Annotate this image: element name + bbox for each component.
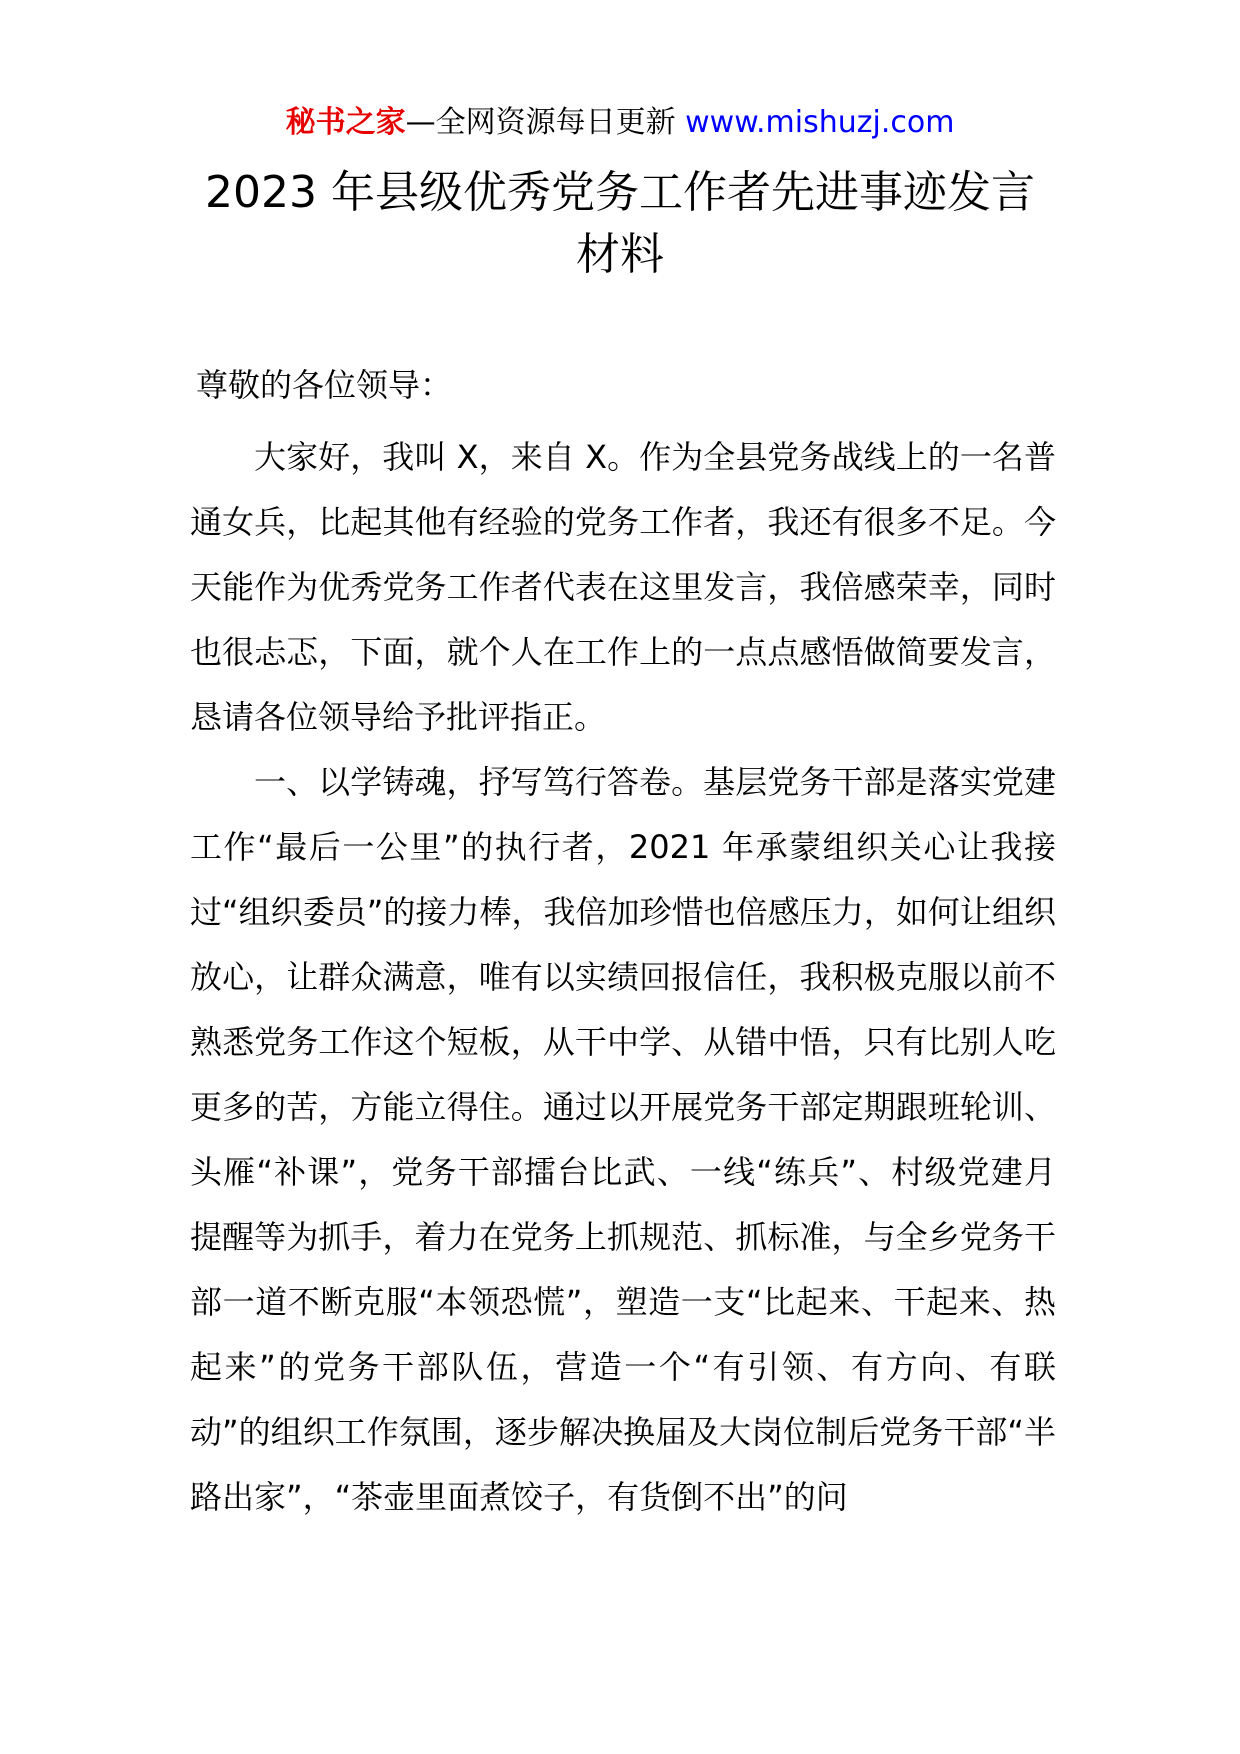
document-title — [170, 162, 1070, 286]
site-header — [0, 103, 1240, 143]
salutation: 尊敬的各位领导： — [196, 366, 453, 404]
paragraph-intro: 大家好，我叫 X，来自 X。作为全县党务战线上的一名普通女兵，比起其他有经验的党务工作者，我还有很多不足。今天能作为优秀党务工作者代表在这里发言，我倍感荣幸，同时也很忐忑，下面，就个人在工作上的一点点感悟做简要发言，恳请各位领导给予批评指正。 — [190, 438, 1056, 736]
paragraph-section-one: 一、以学铸魂，抒写笃行答卷。基层党务干部是落实党建工作“最后一公里”的执行者，2021 年承蒙组织关心让我接过“组织委员”的接力棒，我倍加珍惜也倍感压力，如何让组织放心，让群众满意，唯有以实绩回报信任，我积极克服以前不熟悉党务工作这个短板，从干中学、从错中悟，只有比别人吃更多的苦，方能立得住。通过以开展党务干部定期跟班轮训、头雁“补课”，党务干部擂台比武、一线“练兵”、村级党建月提醒等为抓手，着力在党务上抓规范、抓标准，与全乡党务干部一道不断克服“本领恐慌”，塑造一支“比起来、干起来、热起来”的党务干部队伍，营造一个“有引领、有方向、有联动”的组织工作氛围，逐步解决换届及大岗位制后党务干部“半路出家”，“茶壶里面煮饺子，有货倒不出”的问 — [190, 763, 1056, 1516]
title-line-2: 材料 — [576, 229, 664, 280]
brand-name: 秘书之家 — [285, 105, 406, 140]
header-tagline: 全网资源每日更新 — [435, 105, 676, 140]
site-url-link[interactable]: www.mishuzj.com — [685, 105, 955, 140]
title-line-1: 2023 年县级优秀党务工作者先进事迹发言 — [205, 167, 1035, 218]
header-separator: — — [405, 105, 436, 140]
